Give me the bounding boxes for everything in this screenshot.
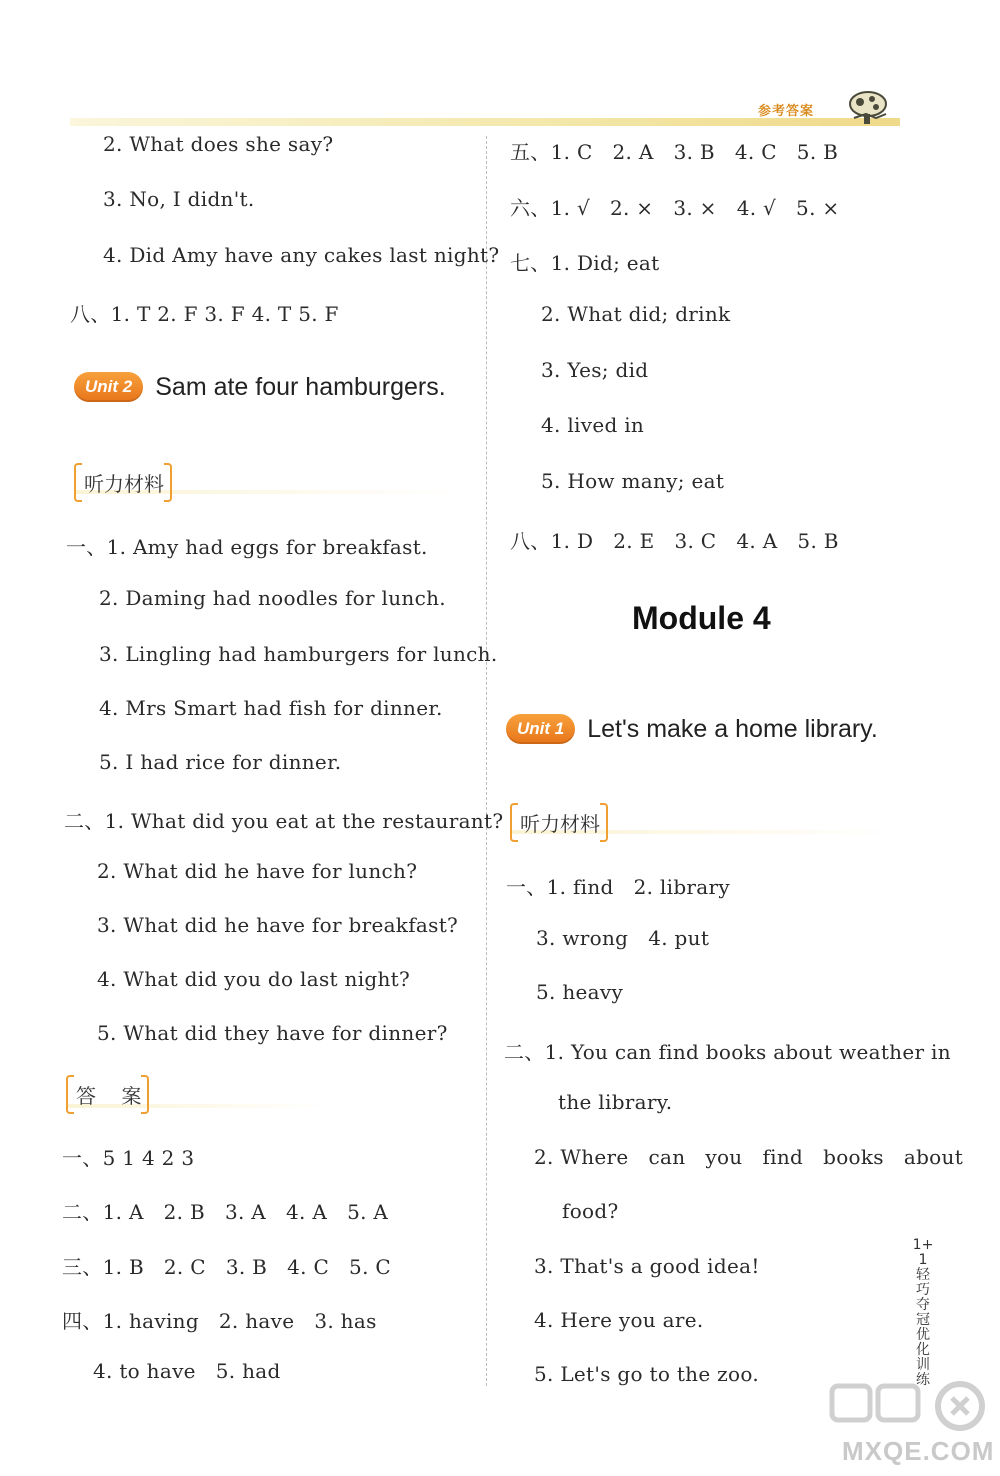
listening-line: 二、1. What did you eat at the restaurant? xyxy=(64,809,504,833)
listening-line: 3. Lingling had hamburgers for lunch. xyxy=(99,642,498,666)
side-series-text: 1+1轻巧夺冠优化训练 xyxy=(912,1237,934,1388)
listening-line: 4. Mrs Smart had fish for dinner. xyxy=(99,696,443,720)
listening-line: 一、1. Amy had eggs for breakfast. xyxy=(66,535,428,559)
listening-line: 一、1. find 2. library xyxy=(506,875,730,899)
right-line: 六、1. √ 2. × 3. × 4. √ 5. × xyxy=(510,196,840,220)
watermark-text: MXQE.COM xyxy=(842,1436,995,1466)
listening-tag: 听力材料 xyxy=(510,806,608,839)
listening-line: 2. Where can you find books about xyxy=(534,1145,964,1169)
right-line: 4. lived in xyxy=(541,413,645,437)
right-line: 八、1. D 2. E 3. C 4. A 5. B xyxy=(510,529,839,553)
header-bar xyxy=(70,118,900,126)
listening-line: 5. I had rice for dinner. xyxy=(99,750,342,774)
unit-heading-right xyxy=(506,714,878,744)
column-divider xyxy=(486,136,487,1386)
unit-badge: Unit 2 xyxy=(74,372,143,402)
unit-heading-left xyxy=(74,372,446,402)
listening-line: 3. What did he have for breakfast? xyxy=(97,913,459,937)
listening-line: food? xyxy=(562,1199,619,1223)
answer-line: 4. to have 5. had xyxy=(93,1359,281,1383)
left-line: 八、1. T 2. F 3. F 4. T 5. F xyxy=(70,302,339,326)
listening-line: 4. What did you do last night? xyxy=(97,967,411,991)
left-line: 4. Did Amy have any cakes last night? xyxy=(103,243,500,267)
listening-line: 2. Daming had noodles for lunch. xyxy=(99,586,446,610)
unit-badge: Unit 1 xyxy=(506,714,575,744)
right-line: 5. How many; eat xyxy=(541,469,725,493)
listening-tag: 听力材料 xyxy=(74,466,172,499)
right-line: 2. What did; drink xyxy=(541,302,731,326)
left-line: 3. No, I didn't. xyxy=(103,187,255,211)
right-line: 五、1. C 2. A 3. B 4. C 5. B xyxy=(510,140,839,164)
answer-line: 四、1. having 2. have 3. has xyxy=(62,1309,377,1333)
listening-line: the library. xyxy=(558,1090,673,1114)
listening-line: 二、1. You can find books about weather in xyxy=(504,1040,951,1064)
unit-title: Let's make a home library. xyxy=(587,714,878,743)
listening-line: 3. wrong 4. put xyxy=(536,926,710,950)
answer-line: 三、1. B 2. C 3. B 4. C 5. C xyxy=(62,1255,391,1279)
answer-line: 一、5 1 4 2 3 xyxy=(62,1146,195,1170)
listening-line: 2. What did he have for lunch? xyxy=(97,859,418,883)
right-line: 七、1. Did; eat xyxy=(510,251,660,275)
unit-title: Sam ate four hamburgers. xyxy=(155,372,446,401)
header-label: 参考答案 xyxy=(758,104,815,119)
mascot-icon xyxy=(846,88,894,126)
left-line: 2. What does she say? xyxy=(103,132,334,156)
listening-line: 3. That's a good idea! xyxy=(534,1254,760,1278)
listening-line: 5. heavy xyxy=(536,980,624,1004)
listening-line: 5. What did they have for dinner? xyxy=(97,1021,448,1045)
right-line: 3. Yes; did xyxy=(541,358,649,382)
listening-line: 4. Here you are. xyxy=(534,1308,704,1332)
module-title: Module 4 xyxy=(632,600,771,636)
answer-line: 二、1. A 2. B 3. A 4. A 5. A xyxy=(62,1200,389,1224)
listening-line: 5. Let's go to the zoo. xyxy=(534,1362,759,1386)
answer-tag: 答 案 xyxy=(66,1078,149,1111)
